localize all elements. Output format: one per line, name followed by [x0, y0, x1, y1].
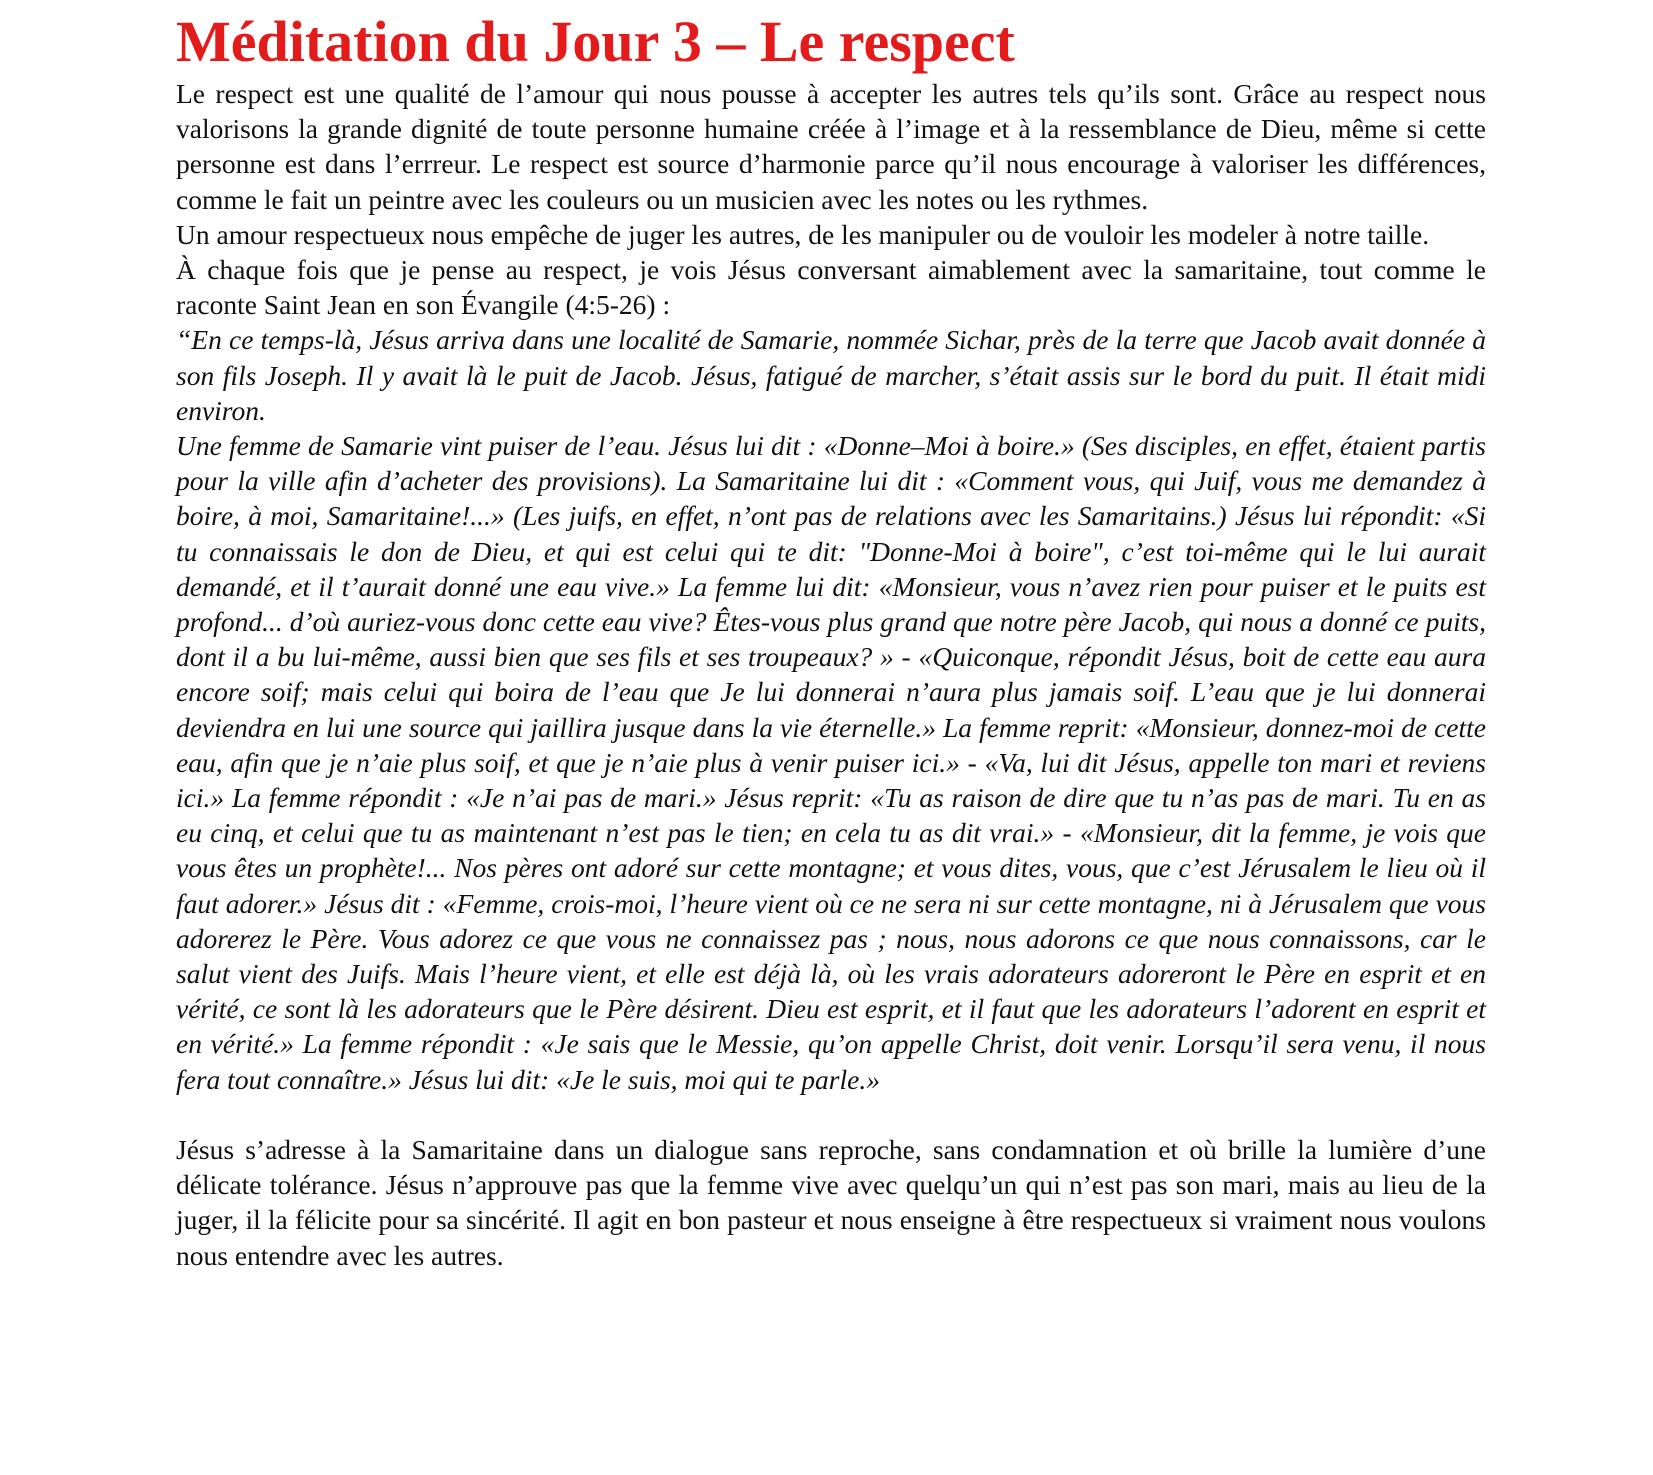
- paragraph-intro: Le respect est une qualité de l’amour qui nous pousse à accepter les autres tels qu’ils sont. Grâce au respect nous valorisons la grande dignité de toute personne humaine créée à l’image et à la ressemblance de Dieu, même si cette personne est dans l’errreur. Le respect est source d’harmonie parce qu’il nous encourage à valoriser les différences, comme le fait un peintre avec les couleurs ou un musicien avec les notes ou les rythmes.: [176, 78, 1486, 215]
- paragraph-samaritan: À chaque fois que je pense au respect, je vois Jésus conversant aimablement avec la samaritaine, tout comme le raconte Saint Jean en son Évangile (4:5-26) :: [176, 254, 1486, 321]
- document-body: [176, 76, 1486, 1273]
- gospel-quote-dialogue: Une femme de Samarie vint puiser de l’eau. Jésus lui dit : «Donne–Moi à boire.» (Ses disciples, en effet, étaient partis pour la ville afin d’acheter des provisions). La Samaritaine lui dit : «Comment vous, qui Juif, vous me demandez à boire, à moi, Samaritaine!...» (Les juifs, en effet, n’ont pas de relations avec les Samaritains.) Jésus lui répondit: «Si tu connaissais le don de Dieu, et qui est celui qui te dit: "Donne-Moi à boire", c’est toi-même qui le lui aurait demandé, et il t’aurait donné une eau vive.» La femme lui dit: «Monsieur, vous n’avez rien pour puiser et le puits est profond... d’où auriez-vous donc cette eau vive? Êtes-vous plus grand que notre père Jacob, qui nous a donné ce puits, dont il a bu lui-même, aussi bien que ses fils et ses troupeaux? » - «Quiconque, répondit Jésus, boit de cette eau aura encore soif; mais celui qui boira de l’eau que Je lui donnerai n’aura plus jamais soif. L’eau que je lui donnerai deviendra en lui une source qui jaillira jusque dans la vie éternelle.» La femme reprit: «Monsieur, donnez-moi de cette eau, afin que je n’aie plus soif, et que je n’aie plus à venir puiser ici.» - «Va, lui dit Jésus, appelle ton mari et reviens ici.» La femme répondit : «Je n’ai pas de mari.» Jésus reprit: «Tu as raison de dire que tu n’as pas de mari. Tu en as eu cinq, et celui que tu as maintenant n’est pas le tien; en cela tu as dit vrai.» - «Monsieur, dit la femme, je vois que vous êtes un prophète!... Nos pères ont adoré sur cette montagne; et vous dites, vous, que c’est Jérusalem le lieu où il faut adorer.» Jésus dit : «Femme, crois-moi, l’heure vient où ce ne sera ni sur cette montagne, ni à Jérusalem que vous adorerez le Père. Vous adorez ce que vous ne connaissez pas ; nous, nous adorons ce que nous connaissons, car le salut vient des Juifs. Mais l’heure vient, et elle est déjà là, où les vrais adorateurs adoreront le Père en esprit et en vérité, ce sont là les adorateurs que le Père désirent. Dieu est esprit, et il faut que les adorateurs l’adorent en esprit et en vérité.» La femme répondit : «Je sais que le Messie, qu’on appelle Christ, doit venir. Lorsqu’il sera venu, il nous fera tout connaître.» Jésus lui dit: «Je le suis, moi qui te parle.»: [176, 430, 1486, 1095]
- page-title: Méditation du Jour 3 – Le respect: [176, 9, 1015, 74]
- paragraph-love: Un amour respectueux nous empêche de juger les autres, de les manipuler ou de vouloir les modeler à notre taille.: [176, 218, 1430, 250]
- document-page: [176, 8, 1486, 1273]
- paragraph-closing: Jésus s’adresse à la Samaritaine dans un dialogue sans reproche, sans condamnation et où brille la lumière d’une délicate tolérance. Jésus n’approuve pas que la femme vive avec quelqu’un qui n’est pas son mari, mais au lieu de la juger, il la félicite pour sa sincérité. Il agit en bon pasteur et nous enseigne à être respectueux si vraiment nous voulons nous entendre avec les autres.: [176, 1133, 1486, 1271]
- gospel-quote-opening: “En ce temps-là, Jésus arriva dans une localité de Samarie, nommée Sichar, près de la terre que Jacob avait donnée à son fils Joseph. Il y avait là le puit de Jacob. Jésus, fatigué de marcher, s’était assis sur le bord du puit. Il était midi environ.: [176, 324, 1486, 426]
- paragraph-spacer: [176, 1097, 1486, 1132]
